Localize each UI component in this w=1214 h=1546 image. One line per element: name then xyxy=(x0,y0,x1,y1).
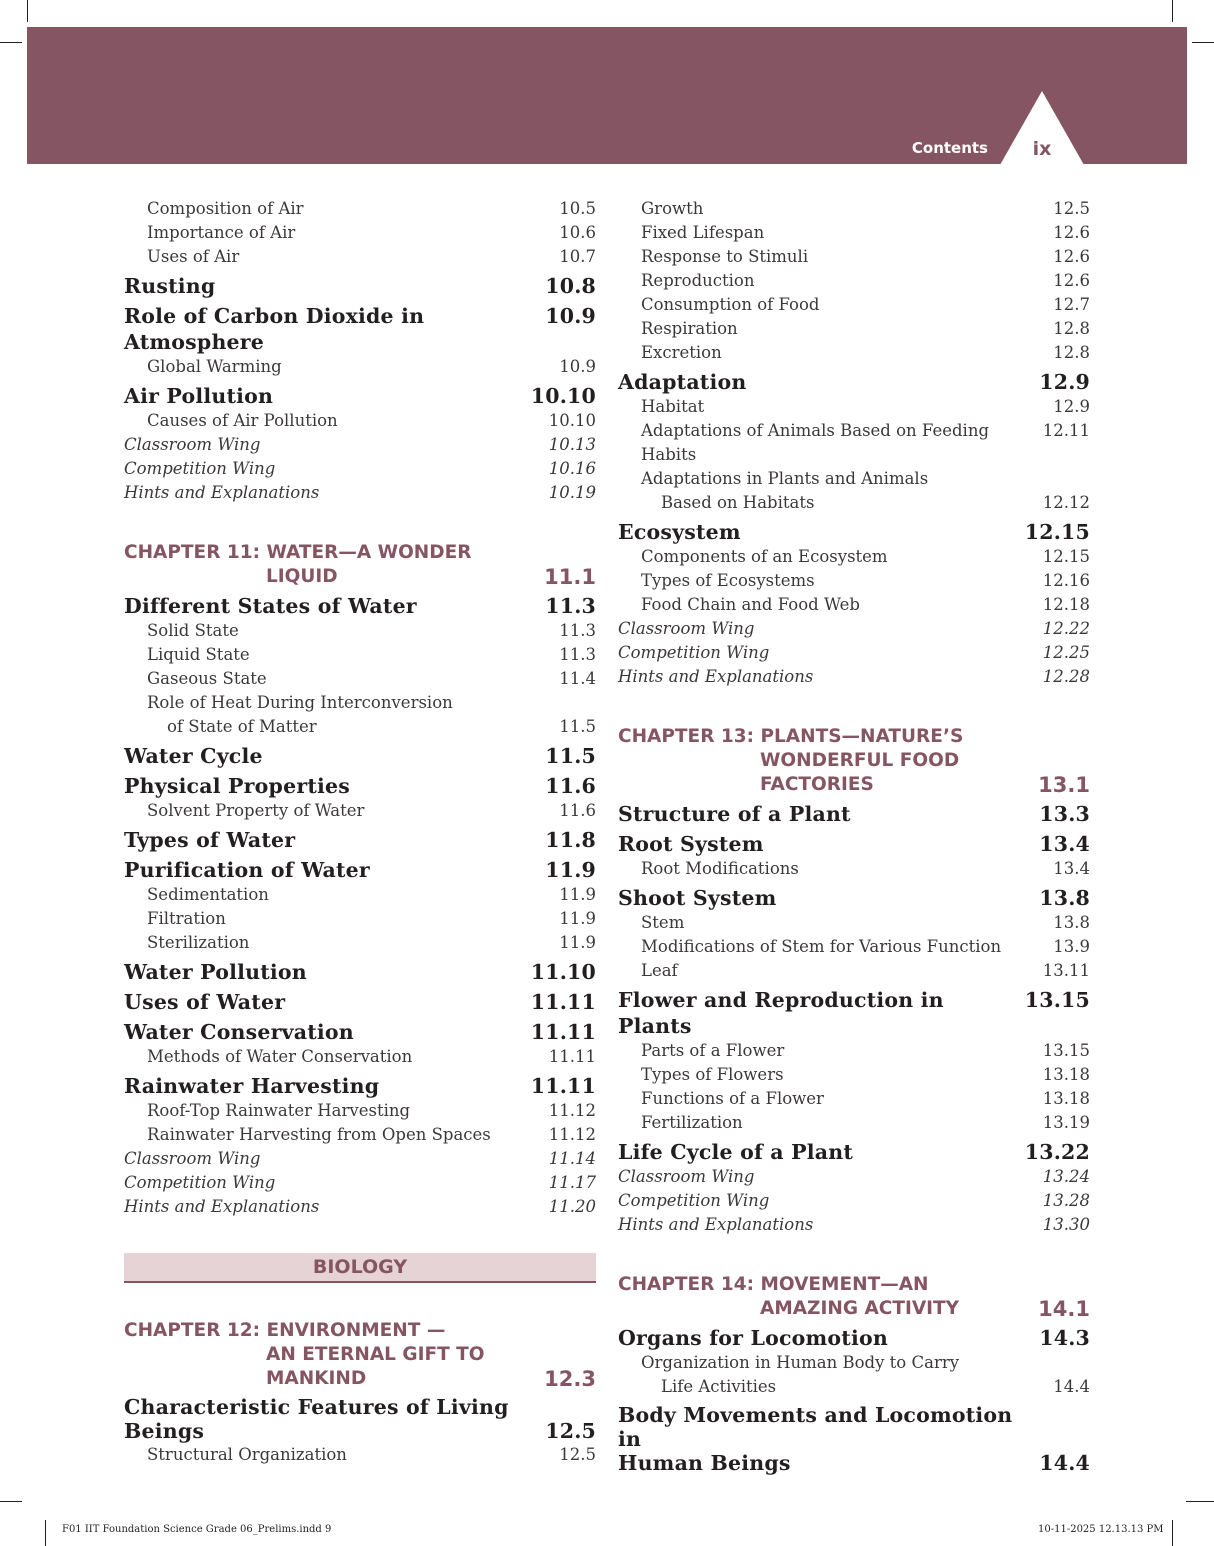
toc-entry xyxy=(618,665,1090,689)
entry-title: Sterilization xyxy=(147,933,250,952)
entry-page: 11.9 xyxy=(545,858,596,882)
entry-page: 13.15 xyxy=(1042,1041,1090,1060)
entry-page: 14.4 xyxy=(1053,1377,1090,1396)
chapter-title-line: CHAPTER 14: MOVEMENT—AN xyxy=(618,1274,929,1295)
entry-title: Competition Wing xyxy=(618,1191,770,1210)
toc-entry xyxy=(618,419,1090,467)
toc-entry xyxy=(124,799,596,823)
entry-title: Liquid State xyxy=(147,645,250,664)
entry-title: Types of Flowers xyxy=(641,1065,784,1084)
entry-title: Fertilization xyxy=(641,1113,743,1132)
entry-page: 11.3 xyxy=(559,645,596,664)
toc-entry xyxy=(124,303,596,355)
entry-page: 12.12 xyxy=(1042,493,1090,512)
entry-title: Flower and Reproduction in Plants xyxy=(618,988,944,1038)
toc-entry xyxy=(124,907,596,931)
toc-entry xyxy=(618,519,1090,545)
entry-page: 12.9 xyxy=(1039,370,1090,394)
entry-page: 11.5 xyxy=(559,717,596,736)
toc-entry xyxy=(124,1171,596,1195)
entry-title: Composition of Air xyxy=(147,199,304,218)
toc-entry xyxy=(124,883,596,907)
entry-title-line: Human Beings xyxy=(618,1451,791,1475)
entry-page: 11.17 xyxy=(548,1173,596,1192)
entry-title: Rainwater Harvesting xyxy=(124,1074,380,1098)
entry-page: 11.12 xyxy=(548,1101,596,1120)
entry-page: 10.16 xyxy=(548,459,596,478)
entry-page: 13.28 xyxy=(1042,1191,1090,1210)
entry-title: Roof-Top Rainwater Harvesting xyxy=(147,1101,411,1120)
crop-mark xyxy=(1192,42,1214,43)
toc-entry xyxy=(618,959,1090,983)
toc-entry xyxy=(618,269,1090,293)
entry-page: 14.4 xyxy=(1039,1451,1090,1475)
toc-entry xyxy=(124,1195,596,1219)
toc-entry xyxy=(124,691,596,739)
toc-group xyxy=(124,197,596,505)
toc-entry xyxy=(618,1403,1090,1475)
entry-page: 11.11 xyxy=(530,990,596,1014)
crop-mark xyxy=(45,1520,46,1546)
entry-title: Sedimentation xyxy=(147,885,269,904)
entry-title-line: Body Movements and Locomotion in xyxy=(618,1403,1013,1451)
entry-title: Stem xyxy=(641,913,685,932)
toc-entry xyxy=(124,593,596,619)
entry-title: Water Conservation xyxy=(124,1020,354,1044)
entry-title: Root System xyxy=(618,832,764,856)
entry-page: 14.3 xyxy=(1039,1326,1090,1350)
entry-page: 13.30 xyxy=(1042,1215,1090,1234)
entry-page: 12.22 xyxy=(1042,619,1090,638)
entry-page: 12.16 xyxy=(1042,571,1090,590)
entry-title-line: Life Activities xyxy=(661,1377,777,1396)
entry-page: 10.8 xyxy=(545,274,596,298)
toc-group xyxy=(124,1443,596,1467)
entry-page: 12.9 xyxy=(1053,397,1090,416)
entry-page: 11.14 xyxy=(548,1149,596,1168)
entry-title: Water Pollution xyxy=(124,960,307,984)
entry-page: 13.9 xyxy=(1053,937,1090,956)
entry-page: 11.20 xyxy=(548,1197,596,1216)
crop-mark xyxy=(1172,1520,1173,1546)
toc-entry xyxy=(618,293,1090,317)
entry-page: 11.9 xyxy=(559,909,596,928)
entry-page: 11.9 xyxy=(559,933,596,952)
entry-title: Reproduction xyxy=(641,271,755,290)
entry-page: 10.10 xyxy=(548,411,596,430)
entry-page: 12.28 xyxy=(1042,667,1090,686)
toc-entry xyxy=(124,383,596,409)
entry-page: 13.8 xyxy=(1053,913,1090,932)
entry-title: Ecosystem xyxy=(618,520,741,544)
toc-entry xyxy=(618,1213,1090,1237)
entry-page: 12.5 xyxy=(559,1445,596,1464)
entry-page: 11.11 xyxy=(548,1047,596,1066)
entry-page: 12.15 xyxy=(1042,547,1090,566)
toc-entry xyxy=(618,1351,1090,1399)
toc-entry xyxy=(124,989,596,1015)
toc-entry xyxy=(618,641,1090,665)
entry-title: Causes of Air Pollution xyxy=(147,411,338,430)
entry-title: Air Pollution xyxy=(124,384,274,408)
entry-title: Respiration xyxy=(641,319,738,338)
toc-entry xyxy=(124,1147,596,1171)
chapter-title-line: MANKIND xyxy=(266,1368,367,1389)
toc-entry xyxy=(124,409,596,433)
toc-entry xyxy=(618,801,1090,827)
chapter-title-line: WONDERFUL FOOD xyxy=(760,750,960,771)
entry-title: Structural Organization xyxy=(147,1445,347,1464)
entry-title-line: Role of Heat During Interconversion xyxy=(147,693,453,712)
entry-title: Types of Ecosystems xyxy=(641,571,815,590)
entry-page: 13.15 xyxy=(1024,988,1090,1012)
toc-entry xyxy=(124,1443,596,1467)
entry-title: Functions of a Flower xyxy=(641,1089,824,1108)
toc-entry xyxy=(124,1395,596,1443)
entry-page: 10.6 xyxy=(559,223,596,242)
entry-title: Role of Carbon Dioxide in Atmosphere xyxy=(124,304,425,354)
crop-mark xyxy=(1172,0,1173,22)
entry-page: 13.4 xyxy=(1053,859,1090,878)
toc-entry xyxy=(124,1123,596,1147)
entry-title: Parts of a Flower xyxy=(641,1041,785,1060)
toc-entry xyxy=(618,593,1090,617)
toc-entry xyxy=(618,1139,1090,1165)
entry-title: Organs for Locomotion xyxy=(618,1326,888,1350)
toc-entry xyxy=(124,481,596,505)
entry-title: Global Warming xyxy=(147,357,282,376)
toc-entry xyxy=(124,1073,596,1099)
entry-title-line: Beings xyxy=(124,1419,205,1443)
entry-page: 12.7 xyxy=(1053,295,1090,314)
toc-entry xyxy=(618,1063,1090,1087)
chapter-heading-14 xyxy=(618,1273,1090,1321)
chapter-heading-13 xyxy=(618,725,1090,797)
entry-page: 11.11 xyxy=(530,1020,596,1044)
toc-right-column xyxy=(618,197,1090,1475)
toc-entry xyxy=(618,545,1090,569)
entry-title: Modifications of Stem for Various Function xyxy=(641,937,1002,956)
entry-title: Food Chain and Food Web xyxy=(641,595,860,614)
entry-page: 13.19 xyxy=(1042,1113,1090,1132)
toc-entry xyxy=(618,245,1090,269)
entry-title: Classroom Wing xyxy=(618,1167,755,1186)
toc-entry xyxy=(618,885,1090,911)
footer-file-slug: F01 IIT Foundation Science Grade 06_Prelims.indd 9 xyxy=(62,1524,332,1535)
entry-title: Hints and Explanations xyxy=(618,667,814,686)
entry-page: 12.6 xyxy=(1053,247,1090,266)
toc-left-column xyxy=(124,197,596,1467)
toc-group xyxy=(124,743,596,1219)
entry-page: 13.18 xyxy=(1042,1089,1090,1108)
entry-title: Solvent Property of Water xyxy=(147,801,365,820)
toc-entry xyxy=(618,831,1090,857)
toc-entry xyxy=(124,743,596,769)
toc-entry xyxy=(618,1087,1090,1111)
toc-entry xyxy=(124,1045,596,1069)
chapter-heading-12 xyxy=(124,1319,596,1391)
entry-title: Competition Wing xyxy=(618,643,770,662)
entry-title: Hints and Explanations xyxy=(618,1215,814,1234)
entry-page: 11.3 xyxy=(545,594,596,618)
entry-title: Importance of Air xyxy=(147,223,296,242)
toc-entry xyxy=(124,857,596,883)
entry-page: 12.6 xyxy=(1053,271,1090,290)
entry-title: Rusting xyxy=(124,274,216,298)
entry-page: 12.15 xyxy=(1024,520,1090,544)
entry-page: 12.25 xyxy=(1042,643,1090,662)
toc-entry xyxy=(618,911,1090,935)
crop-mark xyxy=(1186,1501,1214,1502)
chapter-title-line: CHAPTER 11: WATER—A WONDER xyxy=(124,542,472,563)
entry-title-line: Based on Habitats xyxy=(661,493,815,512)
entry-title: Fixed Lifespan xyxy=(641,223,765,242)
toc-entry xyxy=(124,773,596,799)
toc-entry xyxy=(618,935,1090,959)
entry-title: Competition Wing xyxy=(124,1173,276,1192)
entry-title-line: Adaptations in Plants and Animals xyxy=(641,469,929,488)
entry-page: 10.13 xyxy=(548,435,596,454)
crop-mark xyxy=(27,0,28,22)
entry-page: 11.4 xyxy=(559,669,596,688)
entry-page: 11.9 xyxy=(559,885,596,904)
entry-page: 13.8 xyxy=(1039,886,1090,910)
entry-title: Hints and Explanations xyxy=(124,483,320,502)
entry-title: Methods of Water Conservation xyxy=(147,1047,413,1066)
chapter-page: 11.1 xyxy=(544,565,596,589)
entry-page: 10.9 xyxy=(559,357,596,376)
chapter-title-line: AMAZING ACTIVITY xyxy=(760,1298,960,1319)
toc-entry xyxy=(618,317,1090,341)
toc-entry xyxy=(124,273,596,299)
chapter-title-line: CHAPTER 12: ENVIRONMENT — xyxy=(124,1320,446,1341)
entry-title: Different States of Water xyxy=(124,594,417,618)
toc-entry xyxy=(618,857,1090,881)
entry-title: Structure of a Plant xyxy=(618,802,851,826)
toc-group xyxy=(618,197,1090,467)
chapter-title-line: CHAPTER 13: PLANTS—NATURE’S xyxy=(618,726,964,747)
toc-entry xyxy=(124,959,596,985)
entry-page: 11.11 xyxy=(530,1074,596,1098)
entry-page: 13.24 xyxy=(1042,1167,1090,1186)
footer-datetime: 10-11-2025 12.13.13 PM xyxy=(1038,1524,1164,1535)
entry-title: Purification of Water xyxy=(124,858,370,882)
entry-title: Filtration xyxy=(147,909,226,928)
entry-page: 13.18 xyxy=(1042,1065,1090,1084)
toc-entry xyxy=(618,1111,1090,1135)
entry-page: 13.22 xyxy=(1024,1140,1090,1164)
entry-title: Consumption of Food xyxy=(641,295,820,314)
toc-entry xyxy=(618,197,1090,221)
entry-page: 11.10 xyxy=(530,960,596,984)
entry-title: Types of Water xyxy=(124,828,296,852)
entry-title: Growth xyxy=(641,199,704,218)
entry-title: Solid State xyxy=(147,621,239,640)
entry-title: Adaptations of Animals Based on Feeding Habits xyxy=(641,421,990,464)
toc-entry xyxy=(124,643,596,667)
chapter-page: 14.1 xyxy=(1038,1297,1090,1321)
chapter-title-line: LIQUID xyxy=(266,566,338,587)
entry-title: Competition Wing xyxy=(124,459,276,478)
toc-entry xyxy=(124,931,596,955)
crop-mark xyxy=(0,42,22,43)
entry-page: 11.6 xyxy=(559,801,596,820)
running-header-label: Contents xyxy=(911,139,988,157)
toc-entry xyxy=(124,245,596,269)
toc-entry xyxy=(618,569,1090,593)
chapter-heading-11 xyxy=(124,541,596,589)
entry-title: Excretion xyxy=(641,343,722,362)
entry-page: 13.4 xyxy=(1039,832,1090,856)
toc-group xyxy=(124,593,596,691)
entry-title: Uses of Water xyxy=(124,990,286,1014)
entry-page: 13.11 xyxy=(1042,961,1090,980)
chapter-page: 12.3 xyxy=(544,1367,596,1391)
toc-entry xyxy=(618,1325,1090,1351)
toc-entry xyxy=(618,221,1090,245)
entry-page: 10.10 xyxy=(530,384,596,408)
entry-page: 12.6 xyxy=(1053,223,1090,242)
entry-page: 12.5 xyxy=(1053,199,1090,218)
toc-entry xyxy=(124,1099,596,1123)
toc-entry xyxy=(618,341,1090,365)
entry-title: Water Cycle xyxy=(124,744,263,768)
entry-title: Response to Stimuli xyxy=(641,247,809,266)
entry-title-line: Organization in Human Body to Carry xyxy=(641,1353,960,1372)
entry-title: Physical Properties xyxy=(124,774,350,798)
toc-entry xyxy=(618,467,1090,515)
entry-title: Classroom Wing xyxy=(618,619,755,638)
toc-entry xyxy=(618,369,1090,395)
entry-page: 11.12 xyxy=(548,1125,596,1144)
page-number: ix xyxy=(1032,138,1052,160)
entry-page: 12.11 xyxy=(1042,421,1090,440)
entry-page: 10.9 xyxy=(545,304,596,328)
toc-entry xyxy=(618,1165,1090,1189)
entry-title: Adaptation xyxy=(618,370,747,394)
chapter-page: 13.1 xyxy=(1038,773,1090,797)
entry-title: Uses of Air xyxy=(147,247,240,266)
toc-entry xyxy=(618,395,1090,419)
chapter-title-line: FACTORIES xyxy=(760,774,874,795)
toc-entry xyxy=(124,1019,596,1045)
toc-entry xyxy=(124,221,596,245)
toc-entry xyxy=(124,457,596,481)
toc-group xyxy=(618,519,1090,689)
entry-page: 12.5 xyxy=(545,1419,596,1443)
toc-entry xyxy=(618,1039,1090,1063)
toc-entry xyxy=(124,433,596,457)
entry-page: 11.5 xyxy=(545,744,596,768)
toc-entry xyxy=(618,987,1090,1039)
entry-page: 10.5 xyxy=(559,199,596,218)
entry-title: Habitat xyxy=(641,397,705,416)
toc-entry xyxy=(124,827,596,853)
entry-title: Root Modifications xyxy=(641,859,799,878)
toc-entry xyxy=(618,617,1090,641)
toc-group xyxy=(618,801,1090,1237)
entry-title: Shoot System xyxy=(618,886,777,910)
toc-entry xyxy=(618,1189,1090,1213)
entry-title: Classroom Wing xyxy=(124,1149,261,1168)
toc-entry xyxy=(124,197,596,221)
entry-page: 10.19 xyxy=(548,483,596,502)
entry-title: Life Cycle of a Plant xyxy=(618,1140,853,1164)
entry-page: 11.3 xyxy=(559,621,596,640)
entry-page: 10.7 xyxy=(559,247,596,266)
entry-page: 12.8 xyxy=(1053,343,1090,362)
section-band-biology: BIOLOGY xyxy=(124,1253,596,1283)
entry-page: 12.18 xyxy=(1042,595,1090,614)
entry-page: 11.8 xyxy=(545,828,596,852)
chapter-title-line: AN ETERNAL GIFT TO xyxy=(266,1344,485,1365)
entry-title: Leaf xyxy=(641,961,678,980)
entry-title: Components of an Ecosystem xyxy=(641,547,888,566)
toc-entry xyxy=(124,667,596,691)
entry-title: Rainwater Harvesting from Open Spaces xyxy=(147,1125,491,1144)
entry-title-line: Characteristic Features of Living xyxy=(124,1395,509,1419)
toc-group xyxy=(618,1325,1090,1351)
entry-title-line: of State of Matter xyxy=(167,717,317,736)
entry-page: 13.3 xyxy=(1039,802,1090,826)
crop-mark xyxy=(0,1501,22,1502)
toc-entry xyxy=(124,355,596,379)
toc-entry xyxy=(124,619,596,643)
entry-title: Classroom Wing xyxy=(124,435,261,454)
entry-page: 12.8 xyxy=(1053,319,1090,338)
entry-page: 11.6 xyxy=(545,774,596,798)
entry-title: Gaseous State xyxy=(147,669,267,688)
entry-title: Hints and Explanations xyxy=(124,1197,320,1216)
